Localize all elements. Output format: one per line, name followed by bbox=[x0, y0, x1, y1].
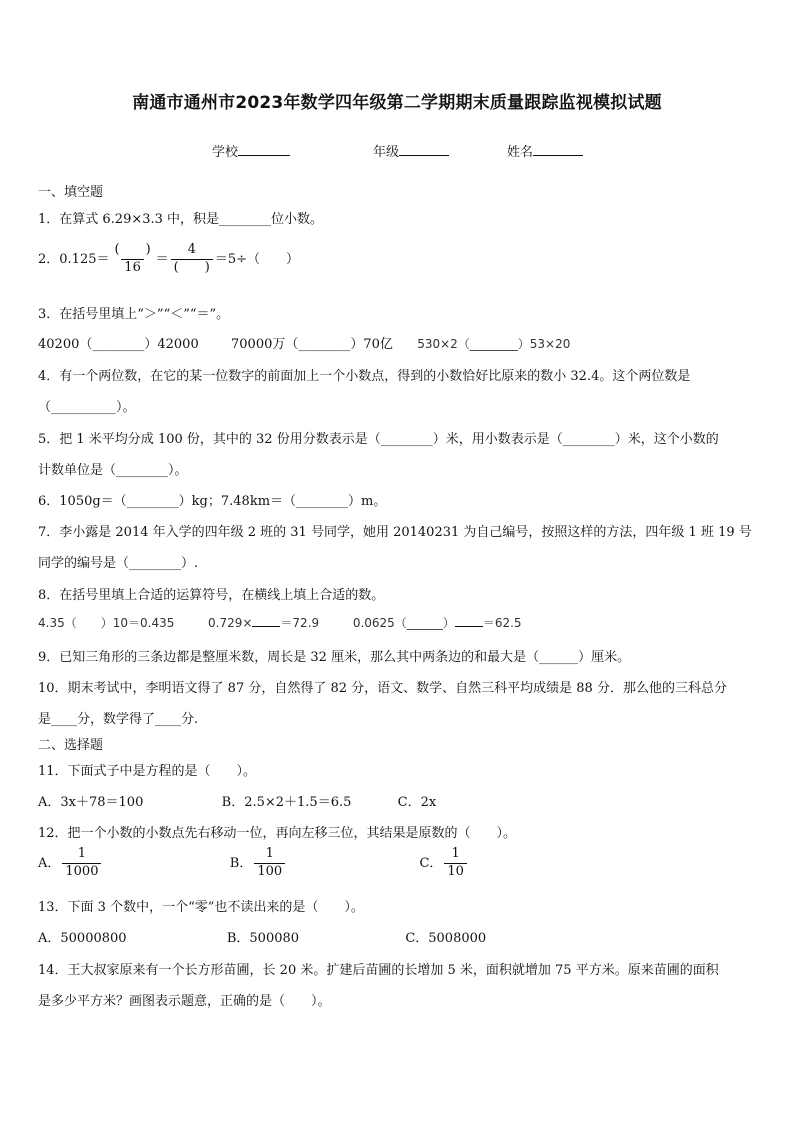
name-field bbox=[507, 141, 583, 160]
question-8-stem: 8．在括号里填上合适的运算符号，在横线上填上合适的数。 bbox=[38, 588, 385, 603]
q12-option-c-fraction: $\frac{1}{10}$ bbox=[444, 847, 467, 880]
question-11-options bbox=[38, 791, 436, 810]
q8-item-a: 4.35（ ）10＝0.435 bbox=[38, 616, 175, 630]
q3-item-a: 40200（________）42000 bbox=[38, 337, 199, 352]
q11-option-b: B．2.5×2＋1.5＝6.5 bbox=[221, 795, 352, 810]
question-9: 9．已知三角形的三条边都是整厘米数，周长是 32 厘米，那么其中两条边的和最大是（______）厘米。 bbox=[38, 650, 631, 665]
q2-fraction-1: $\frac{( )}{16}$ bbox=[114, 242, 151, 275]
question-14-line-2: 是多少平方米？画图表示题意，正确的是（ ）。 bbox=[38, 994, 331, 1009]
school-label: 学校 bbox=[212, 145, 239, 160]
q12-option-a-fraction: $\frac{1}{1000}$ bbox=[62, 847, 101, 880]
question-5-line-1: 5．把 1 米平均分成 100 份，其中的 32 份用分数表示是（________）米，用小数表示是（________）米，这个小数的 bbox=[38, 432, 719, 447]
q12-option-b-fraction: $\frac{1}{100}$ bbox=[254, 847, 285, 880]
question-4-line-1: 4．有一个两位数，在它的某一位数字的前面加上一个小数点，得到的小数恰好比原来的数小 32.4。这个两位数是 bbox=[38, 369, 691, 384]
q8-item-c-prefix: 0.0625（______） bbox=[352, 616, 455, 630]
question-7-line-1: 7．李小露是 2014 年入学的四年级 2 班的 31 号同学，她用 20140231 为自己编号，按照这样的方法，四年级 1 班 19 号 bbox=[38, 525, 752, 540]
grade-label: 年级 bbox=[373, 145, 400, 160]
q2-fraction-2: $\frac{4}{( )}$ bbox=[171, 243, 213, 276]
q13-option-b: B．500080 bbox=[226, 931, 300, 946]
q8-item-c-blank bbox=[455, 614, 483, 627]
page-title: 南通市通州市2023年数学四年级第二学期期末质量跟踪监视模拟试题 bbox=[132, 93, 662, 113]
q8-item-c-suffix: ＝62.5 bbox=[482, 616, 522, 630]
question-2 bbox=[38, 243, 299, 276]
question-5-line-2: 计数单位是（________）。 bbox=[38, 463, 188, 478]
q12-option-c-label: C． bbox=[419, 855, 443, 871]
q2-prefix: 2．0.125＝ bbox=[38, 251, 110, 267]
section-fill-blank: 一、填空题 bbox=[38, 185, 104, 200]
q3-item-c: 530×2（________）53×20 bbox=[417, 337, 571, 351]
question-4-line-2: （__________）。 bbox=[38, 400, 136, 415]
q11-option-a: A．3x＋78＝100 bbox=[38, 795, 144, 810]
section-choice: 二、选择题 bbox=[38, 738, 104, 753]
name-label: 姓名 bbox=[507, 145, 534, 160]
school-field bbox=[212, 141, 290, 160]
q8-item-b-suffix: ＝72.9 bbox=[280, 616, 320, 630]
question-12-stem: 12．把一个小数的小数点先右移动一位，再向左移三位，其结果是原数的（ ）。 bbox=[38, 826, 517, 841]
question-14-line-1: 14．王大叔家原来有一个长方形苗圃，长 20 米。扩建后苗圃的长增加 5 米，面积就增加 75 平方米。原来苗圃的面积 bbox=[38, 963, 719, 978]
question-1: 1．在算式 6.29×3.3 中，积是________位小数。 bbox=[38, 212, 324, 227]
q8-item-b-blank bbox=[252, 614, 280, 627]
question-3-items bbox=[38, 333, 570, 352]
grade-field bbox=[373, 141, 449, 160]
q13-option-a: A．50000800 bbox=[38, 931, 127, 946]
question-11-stem: 11．下面式子中是方程的是（ ）。 bbox=[38, 764, 257, 779]
question-7-line-2: 同学的编号是（________）. bbox=[38, 556, 199, 571]
q12-option-a-label: A． bbox=[38, 855, 61, 871]
q2-suffix: ＝5÷（ ） bbox=[214, 251, 299, 267]
q2-equals: ＝ bbox=[155, 251, 169, 267]
grade-blank bbox=[399, 143, 449, 156]
question-3-stem: 3．在括号里填上“＞”“＜”“＝”。 bbox=[38, 307, 230, 322]
question-8-items bbox=[38, 614, 522, 631]
q3-item-b: 70000万（________）70亿 bbox=[231, 337, 393, 352]
question-10-line-2: 是____分，数学得了____分. bbox=[38, 712, 199, 727]
question-6: 6．1050g＝（________）kg；7.48km＝（________）m。 bbox=[38, 494, 387, 509]
q13-option-c: C．5008000 bbox=[405, 931, 487, 946]
question-13-stem: 13．下面 3 个数中，一个“零”也不读出来的是（ ）。 bbox=[38, 900, 364, 915]
q8-item-b-prefix: 0.729× bbox=[208, 616, 253, 630]
q12-option-b-label: B． bbox=[229, 855, 253, 871]
q11-option-c: C．2x bbox=[397, 795, 437, 810]
question-12-options bbox=[38, 847, 469, 880]
school-blank bbox=[238, 143, 290, 156]
name-blank bbox=[533, 143, 583, 156]
question-10-line-1: 10．期末考试中，李明语文得了 87 分，自然得了 82 分，语文、数学、自然三科平均成绩是 88 分．那么他的三科总分 bbox=[38, 681, 727, 696]
question-13-options bbox=[38, 927, 486, 946]
